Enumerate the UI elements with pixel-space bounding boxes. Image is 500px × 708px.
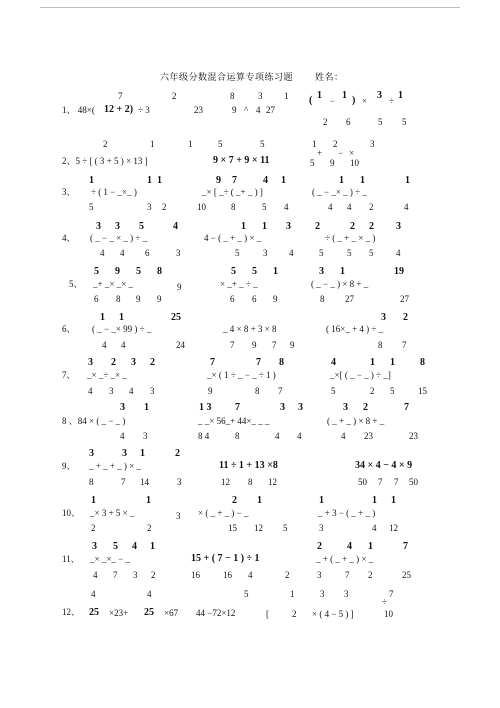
expression-token: 9	[252, 340, 257, 350]
expression-token: 6	[346, 117, 351, 127]
expression-token: 23	[409, 431, 418, 441]
expression-token: 5	[244, 589, 249, 599]
expression-token: 7	[394, 477, 399, 487]
expression-token: ×23+	[109, 608, 129, 618]
expression-token: 2	[147, 523, 152, 533]
expression-token: 3	[131, 357, 136, 368]
expression-token: 2	[403, 312, 408, 323]
expression-token: 27	[345, 294, 354, 304]
expression-token: 9、	[62, 461, 76, 471]
expression-token: 25	[144, 607, 154, 618]
expression-token: 4	[328, 202, 333, 212]
expression-token: 3	[176, 248, 181, 258]
expression-token: 4	[129, 386, 134, 396]
expression-token: 1	[89, 175, 94, 186]
expression-token: 1	[241, 221, 246, 232]
expression-token: 3	[177, 477, 182, 487]
expression-token: 4	[347, 541, 352, 552]
expression-token: 25	[402, 570, 411, 580]
expression-token: 1	[150, 541, 155, 552]
expression-token: 8	[231, 202, 236, 212]
expression-token: 1	[339, 175, 344, 186]
expression-token: 4	[347, 202, 352, 212]
expression-token: 1	[284, 91, 289, 101]
expression-token: 5	[94, 266, 99, 277]
expression-token: _× 3 + 5 × _	[90, 508, 135, 518]
expression-token: 24	[176, 340, 185, 350]
expression-token: ( _ + _ ) × 8 + _	[327, 416, 385, 426]
expression-token: 7	[121, 477, 126, 487]
expression-token: 3	[396, 221, 401, 232]
expression-token: 2	[323, 117, 328, 127]
expression-token: 5	[260, 139, 265, 149]
expression-token: 2、5 ÷ [ ( 3 + 5 ) × 13 ]	[62, 156, 148, 166]
expression-token: 9	[273, 294, 278, 304]
expression-token: 7、	[62, 370, 76, 380]
expression-token: _× _×_ − _	[90, 554, 130, 564]
expression-token: 1	[281, 175, 286, 186]
expression-token: 1	[257, 495, 262, 506]
expression-token: 27	[266, 105, 275, 115]
expression-token: 5	[347, 248, 352, 258]
expression-token: _× [ _÷ ( _+ _ ) ]	[202, 187, 263, 197]
expression-token: 6、	[62, 324, 76, 334]
expression-token: 3	[258, 91, 263, 101]
expression-token: 8	[420, 357, 425, 368]
expression-token: 7	[389, 589, 394, 599]
expression-token: 9	[216, 175, 221, 186]
expression-token: 3	[147, 202, 152, 212]
expression-token: 1 3	[199, 402, 212, 413]
expression-token: 12	[268, 477, 277, 487]
expression-token: 4	[93, 570, 98, 580]
expression-token: 1	[119, 312, 124, 323]
expression-token: × _+ _ ÷ _	[220, 279, 258, 289]
expression-token: 5	[235, 248, 240, 258]
expression-token: 10	[197, 202, 206, 212]
expression-token: 34 × 4 − 4 × 9	[355, 460, 413, 471]
expression-token: 3	[92, 541, 97, 552]
expression-token: 7	[404, 402, 409, 413]
expression-token: 16	[191, 570, 200, 580]
expression-token: )	[352, 95, 356, 106]
expression-token: 1	[368, 541, 373, 552]
expression-token: ×67	[164, 608, 179, 618]
expression-token: 9	[232, 105, 237, 115]
expression-token: 5	[89, 202, 94, 212]
expression-token: _+ _× _× _	[93, 279, 133, 289]
expression-token: 1	[157, 175, 162, 186]
expression-token: 4	[263, 175, 268, 186]
expression-token: 2	[175, 448, 180, 459]
expression-token: 10	[384, 609, 393, 619]
expression-token: 4	[331, 357, 336, 368]
expression-token: 6	[145, 248, 150, 258]
expression-token: 7	[256, 357, 261, 368]
expression-token: 2	[317, 541, 322, 552]
expression-token: 9	[157, 294, 162, 304]
expression-token: 2	[333, 139, 338, 149]
expression-token: 1	[405, 175, 410, 186]
expression-token: 15	[228, 523, 237, 533]
expression-token: 7	[402, 340, 407, 350]
expression-token: 19	[394, 266, 404, 277]
expression-token: 15 + ( 7 − 1 ) ÷ 1	[191, 553, 260, 564]
expression-token: 3	[381, 312, 386, 323]
expression-token: 2	[103, 139, 108, 149]
expression-token: 50	[358, 477, 367, 487]
expression-token: 4	[120, 248, 125, 258]
expression-token: 7	[113, 570, 118, 580]
expression-token: 2	[292, 609, 297, 619]
expression-token: 25	[89, 607, 99, 618]
expression-token: 6	[94, 294, 99, 304]
expression-token: ^	[244, 105, 249, 115]
expression-token: 4	[289, 248, 294, 258]
expression-token: 1	[317, 90, 322, 101]
expression-token: 3	[343, 402, 348, 413]
expression-token: 1	[150, 139, 155, 149]
expression-token: 23	[364, 431, 373, 441]
expression-token: ( _ − _× 99 ) ÷ _	[92, 324, 152, 334]
expression-token: 8	[248, 477, 253, 487]
expression-token: +	[317, 148, 323, 158]
expression-token: ( 16×_ + 4 ) ÷ _	[326, 324, 384, 334]
expression-token: 2	[315, 221, 320, 232]
expression-token: ×	[362, 96, 368, 106]
expression-token: 3	[133, 570, 138, 580]
expression-token: 1	[312, 139, 317, 149]
expression-token: 5	[319, 248, 324, 258]
expression-token: 1	[319, 495, 324, 506]
expression-token: 7	[210, 357, 215, 368]
expression-token: 4 − ( _ + _ ) × _	[204, 233, 262, 243]
expression-token: 7	[403, 541, 408, 552]
expression-token: 15	[418, 386, 427, 396]
expression-token: 2	[172, 91, 177, 101]
expression-token: 5	[136, 266, 141, 277]
expression-token: 25	[171, 312, 181, 323]
expression-token: 5	[139, 221, 144, 232]
expression-token: ( _ − _ ) × 8 + _	[311, 279, 369, 289]
expression-token: _× _÷ _× _	[87, 370, 127, 380]
expression-token: _ + ( _ + _ ) × _	[316, 554, 374, 564]
expression-token: 1	[188, 139, 193, 149]
expression-token: 8	[157, 266, 162, 277]
expression-token: 9	[177, 282, 182, 292]
expression-token: 4	[248, 570, 253, 580]
expression-token: 3	[286, 221, 291, 232]
expression-token: 2	[151, 570, 156, 580]
expression-token: 1	[290, 589, 295, 599]
expression-token: 1	[370, 357, 375, 368]
expression-token: 50	[409, 477, 418, 487]
expression-token: 8	[320, 294, 325, 304]
expression-token: _ _× 56_+ 44×_ _ _	[198, 416, 270, 426]
expression-token: 3	[109, 386, 114, 396]
expression-token: 11 ÷ 1 + 13 ×8	[219, 460, 278, 471]
expression-token: 2	[111, 357, 116, 368]
expression-token: [	[266, 609, 269, 619]
expression-token: 5	[252, 266, 257, 277]
expression-token: 8	[378, 340, 383, 350]
expression-token: 2	[368, 570, 373, 580]
expression-token: 1、 48×(	[62, 105, 95, 115]
expression-token: 5	[369, 248, 374, 258]
expression-token: 8	[89, 477, 94, 487]
expression-token: 4	[91, 589, 96, 599]
expression-token: 23	[194, 105, 203, 115]
expression-token: 3	[122, 448, 127, 459]
expression-token: 9	[290, 340, 295, 350]
expression-token: 10、	[62, 508, 81, 518]
expression-token: 4	[147, 589, 152, 599]
expression-token: ( _ − _× _ ) ÷ _	[312, 187, 367, 197]
expression-token: 3	[280, 402, 285, 413]
expression-token: 12 + 2)	[104, 104, 134, 115]
expression-token: 4	[100, 248, 105, 258]
expression-token: 8 4	[198, 431, 210, 441]
expression-token: 5、	[69, 279, 83, 289]
expression-token: 10	[350, 158, 359, 168]
expression-token: 3	[317, 570, 322, 580]
expression-token: 2	[369, 202, 374, 212]
expression-token: 14	[140, 477, 149, 487]
expression-token: 9 × 7 + 9 × 11	[213, 155, 270, 166]
expression-token: 8 、84 × ( _ − _ )	[62, 416, 126, 426]
expression-token: 2	[162, 202, 167, 212]
expression-token: 4	[341, 431, 346, 441]
expression-token: × ( 4 − 5 ) ]	[312, 609, 354, 619]
expression-token: 8	[279, 357, 284, 368]
expression-token: 1	[140, 448, 145, 459]
expression-token: 2	[150, 357, 155, 368]
expression-token: 3	[150, 386, 155, 396]
expression-token: _×[ ( _ − _ ) ÷ _]	[330, 370, 391, 380]
expression-token: 9	[115, 266, 120, 277]
expression-token: 3	[319, 266, 324, 277]
expression-token: 6	[230, 294, 235, 304]
expression-token: 8	[235, 431, 240, 441]
expression-token: 5	[231, 266, 236, 277]
name-label: 姓名：	[315, 72, 344, 82]
expression-token: 5	[113, 541, 118, 552]
expression-token: 1	[360, 175, 365, 186]
expression-token: 3	[176, 511, 181, 521]
expression-token: 6	[252, 294, 257, 304]
expression-token: 4	[297, 431, 302, 441]
expression-token: 4	[88, 386, 93, 396]
expression-token: 3	[319, 523, 324, 533]
expression-token: 2	[363, 402, 368, 413]
expression-token: 5	[262, 202, 267, 212]
expression-token: −	[330, 96, 336, 106]
expression-token: 8	[255, 386, 260, 396]
expression-token: 3、	[62, 187, 76, 197]
expression-token: 5	[378, 117, 383, 127]
expression-token: 7	[345, 570, 350, 580]
expression-token: 2	[350, 221, 355, 232]
expression-token: 2	[285, 570, 290, 580]
expression-token: 2	[232, 495, 237, 506]
expression-token: 7	[118, 91, 123, 101]
expression-token: 27	[400, 294, 409, 304]
expression-token: 4	[275, 431, 280, 441]
expression-token: 3	[377, 90, 382, 101]
expression-token: 7	[235, 402, 240, 413]
expression-token: 44 −72×12	[196, 608, 236, 618]
expression-token: 9	[136, 294, 141, 304]
expression-token: ÷	[382, 597, 387, 607]
expression-token: 12、	[62, 607, 81, 617]
expression-token: 4	[404, 202, 409, 212]
expression-token: 3	[320, 589, 325, 599]
expression-token: 4	[120, 431, 125, 441]
expression-token: 9	[330, 158, 335, 168]
expression-token: 1	[147, 175, 152, 186]
expression-token: 3	[143, 431, 148, 441]
expression-token: 4	[173, 221, 178, 232]
expression-token: 5	[283, 523, 288, 533]
expression-token: −	[338, 148, 344, 158]
expression-token: 2	[91, 523, 96, 533]
expression-token: 5	[218, 139, 223, 149]
expression-token: 4、	[62, 233, 76, 243]
expression-token: 3	[370, 139, 375, 149]
expression-token: 8	[116, 294, 121, 304]
expression-token: 4	[396, 248, 401, 258]
expression-token: 3	[88, 357, 93, 368]
expression-token: 3	[96, 221, 101, 232]
expression-token: 11、	[62, 554, 80, 564]
expression-token: 12	[389, 523, 398, 533]
expression-token: 4	[372, 523, 377, 533]
expression-token: 1	[91, 495, 96, 506]
expression-token: 7	[230, 340, 235, 350]
expression-token: 2	[369, 221, 374, 232]
expression-token: 1	[342, 90, 347, 101]
expression-token: 3	[115, 221, 120, 232]
expression-token: _ + _ + _ ) × _	[89, 461, 141, 471]
expression-token: 1	[391, 495, 396, 506]
expression-token: 9	[208, 386, 213, 396]
expression-token: 4	[284, 202, 289, 212]
expression-token: 7	[278, 386, 283, 396]
expression-token: × ( _ + _ ) − _	[198, 508, 249, 518]
expression-token: 1	[340, 266, 345, 277]
expression-token: 4	[256, 105, 261, 115]
expression-token: 3	[298, 402, 303, 413]
expression-token: 4	[121, 340, 126, 350]
expression-token: ×	[349, 148, 355, 158]
expression-token: 7	[232, 175, 237, 186]
expression-token: 5	[310, 158, 315, 168]
expression-token: 1	[144, 402, 149, 413]
expression-token: ÷	[389, 96, 394, 106]
expression-token: 5	[390, 386, 395, 396]
expression-token: _× ( 1 ÷ _ − _ ÷ 1 )	[207, 370, 276, 380]
expression-token: _ + 3 − ( _ + _ )	[318, 508, 376, 518]
expression-token: 5	[402, 117, 407, 127]
expression-token: 1	[100, 312, 105, 323]
expression-token: ÷ ( 1 − _×_ )	[91, 187, 137, 197]
expression-token: 1	[273, 266, 278, 277]
expression-token: 3	[263, 248, 268, 258]
expression-token: (	[309, 95, 313, 106]
expression-token: 1	[146, 495, 151, 506]
expression-token: 1	[372, 495, 377, 506]
expression-token: 1	[390, 357, 395, 368]
expression-token: 1	[262, 221, 267, 232]
expression-token: 4	[132, 541, 137, 552]
expression-token: ( _ − _ × _ ) ÷ _	[90, 233, 148, 243]
expression-token: 3	[120, 402, 125, 413]
expression-token: _ 4 × 8 + 3 × 8	[223, 324, 277, 334]
expression-token: 16	[223, 570, 232, 580]
expression-token: 7	[272, 340, 277, 350]
expression-token: 3	[89, 448, 94, 459]
expression-token: 7	[378, 477, 383, 487]
worksheet-title: 六年级分数混合运算专项练习题	[160, 72, 294, 82]
expression-token: 5	[331, 386, 336, 396]
expression-token: 12	[221, 477, 230, 487]
expression-token: ÷ ( _ + _ × _ )	[325, 233, 376, 243]
expression-token: 12	[254, 523, 263, 533]
expression-token: 3	[344, 589, 349, 599]
expression-token: 2	[370, 386, 375, 396]
expression-token: 8	[230, 91, 235, 101]
expression-token: 4	[102, 340, 107, 350]
expression-token: ÷ 3	[138, 105, 150, 115]
expression-token: 1	[398, 90, 403, 101]
